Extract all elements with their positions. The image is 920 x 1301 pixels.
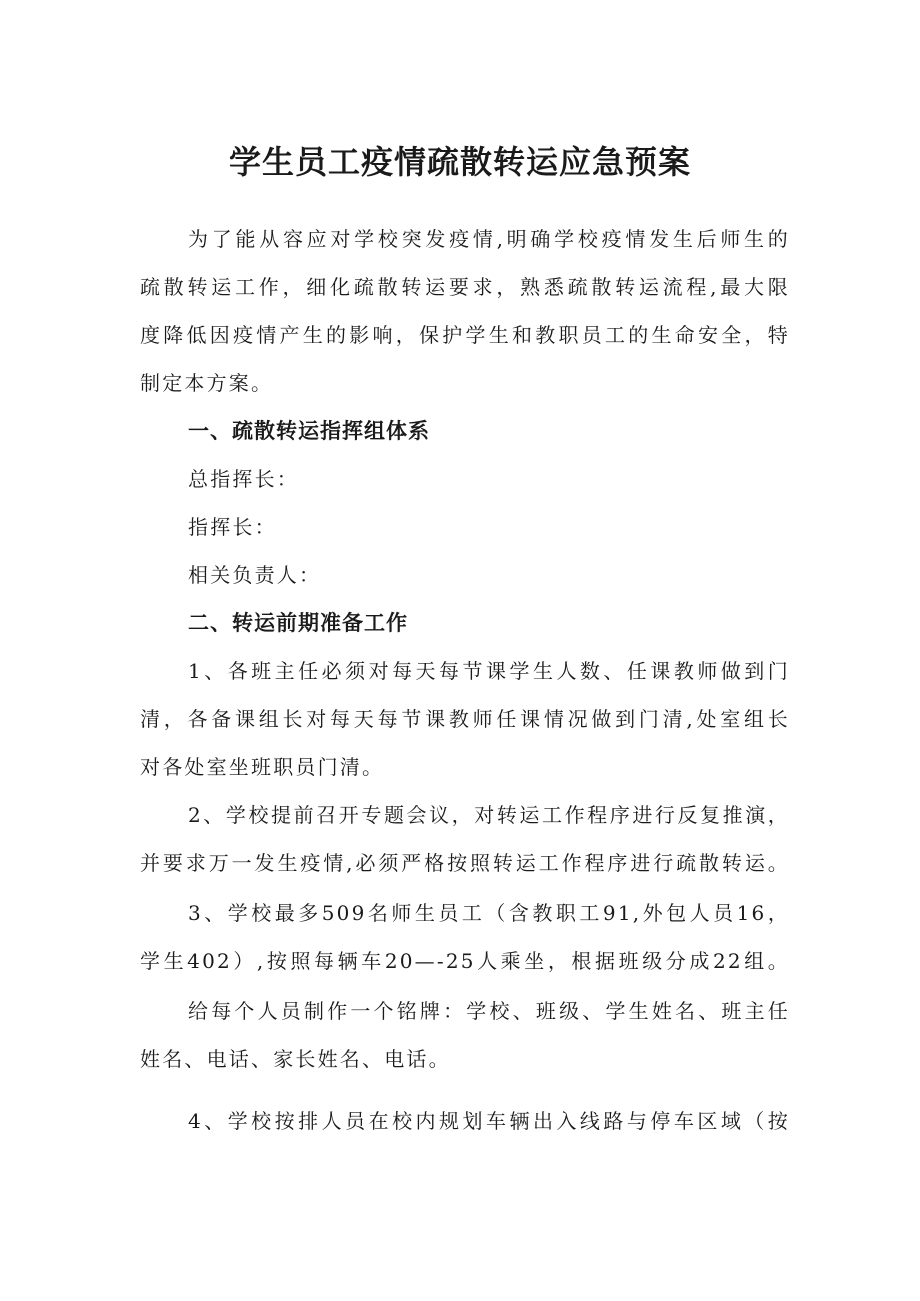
section1-item-chief-commander: 总指挥长：	[188, 467, 299, 491]
section2-heading: 二、转运前期准备工作	[188, 611, 408, 635]
section2-p3-line-2: 学生402）,按照每辆车20—-25人乘坐，根据班级分成22组。	[140, 949, 790, 973]
section2-p1-line-1: 1、各班主任必须对每天每节课学生人数、任课教师做到门	[188, 659, 790, 683]
section2-p3-line-1: 3、学校最多509名师生员工（含教职工91,外包人员16，	[188, 901, 790, 925]
section1-heading: 一、疏散转运指挥组体系	[188, 419, 430, 443]
section2-p4-line-1: 4、学校按排人员在校内规划车辆出入线路与停车区域（按	[188, 1109, 790, 1133]
section2-p1-line-2: 清，各备课组长对每天每节课教师任课情况做到门清,处室组长	[140, 707, 790, 731]
document-title: 学生员工疫情疏散转运应急预案	[228, 143, 691, 181]
section1-item-commander: 指挥长：	[188, 515, 277, 539]
intro-line-4: 制定本方案。	[140, 371, 274, 395]
intro-line-3: 度降低因疫情产生的影响，保护学生和教职员工的生命安全，特	[140, 323, 790, 347]
section2-p3b-line-2: 姓名、电话、家长姓名、电话。	[140, 1047, 451, 1071]
intro-line-1: 为了能从容应对学校突发疫情,明确学校疫情发生后师生的	[188, 227, 790, 251]
section1-item-responsible-person: 相关负责人：	[188, 563, 322, 587]
section2-p3b-line-1: 给每个人员制作一个铭牌：学校、班级、学生姓名、班主任	[188, 999, 790, 1023]
section2-p2-line-2: 并要求万一发生疫情,必须严格按照转运工作程序进行疏散转运。	[140, 851, 790, 875]
section2-p2-line-1: 2、学校提前召开专题会议，对转运工作程序进行反复推演，	[188, 803, 790, 827]
intro-line-2: 疏散转运工作，细化疏散转运要求，熟悉疏散转运流程,最大限	[140, 275, 790, 299]
section2-p1-line-3: 对各处室坐班职员门清。	[140, 755, 385, 779]
